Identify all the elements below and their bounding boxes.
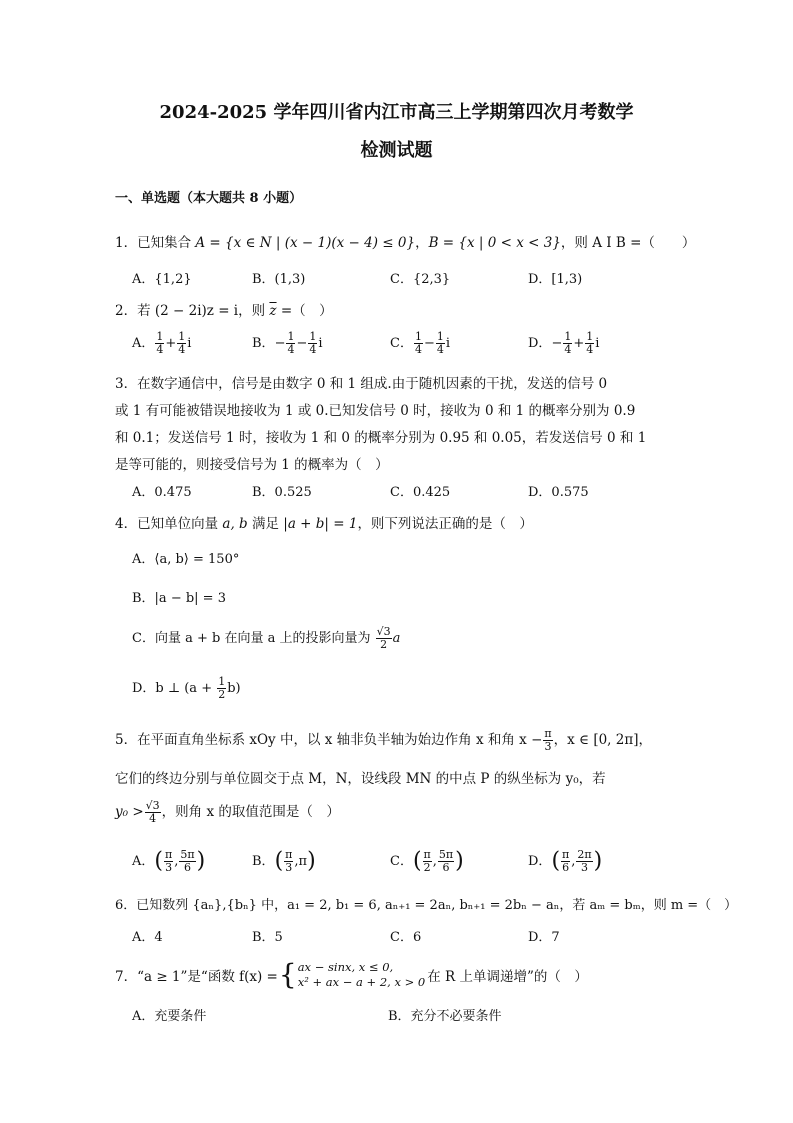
q5-option-a-frac2-den: 6: [183, 861, 191, 874]
q2-option-a-op: +: [165, 336, 177, 351]
question-6: 6．已知数列 {aₙ},{bₙ} 中，a₁ = 2, b₁ = 6, aₙ₊₁ = 2aₙ, bₙ₊₁ = 2bₙ − aₙ，若 aₘ = bₘ，则 m =（ ）: [115, 898, 738, 913]
q4-option-c-frac-den: 2: [380, 638, 388, 651]
q3-option-d: D．0.575: [528, 485, 589, 500]
q5-option-d-lparen: (: [551, 848, 561, 874]
q2-option-c-label: C．: [390, 336, 413, 351]
q3-option-c: C．0.425: [390, 485, 451, 500]
q5-option-a-frac1: [164, 849, 173, 874]
q2-option-d-frac2-den: 4: [586, 343, 594, 356]
q6-option-a: A．4: [132, 930, 163, 945]
q2-option-d-frac2: [585, 331, 594, 356]
q4-option-d-tail: b): [227, 681, 241, 696]
q5-option-b-frac1: [284, 849, 293, 874]
q2-option-c: [390, 331, 450, 356]
q1-option-a: A．{1,2}: [132, 272, 192, 287]
question-2: [115, 299, 333, 319]
q3-line-3: 和 0.1；发送信号 1 时，接收为 1 和 0 的概率分别为 0.95 和 0.05，若发送信号 0 和 1: [115, 430, 647, 446]
q3-line-2: 或 1 有可能被错误地接收为 1 或 0.已知发信号 0 时，接收为 0 和 1 的概率分别为 0.9: [115, 403, 636, 419]
q5-option-b-frac1-den: 3: [285, 861, 293, 874]
q2-option-c-frac1-den: 4: [414, 343, 422, 356]
q6-option-d: D．7: [528, 930, 560, 945]
q5-option-d-frac2-num: 2π: [577, 848, 592, 861]
q2-option-a: [132, 331, 191, 356]
q2-option-d-sign: −: [551, 336, 563, 351]
q5-option-b-rparen: ): [307, 848, 316, 874]
q5-option-a-label: A．: [132, 854, 155, 869]
q5-option-a: A．( $\frac{\pi}{3}$ , $\frac{5\pi}{6}$ ): [132, 848, 206, 874]
q5-option-d-frac1-den: 6: [562, 861, 570, 874]
q4-prefix: 4．已知单位向量: [115, 516, 223, 532]
q5-option-b: B．( $\frac{\pi}{3}$ ,π): [252, 848, 316, 874]
q2-option-b-frac1-den: 4: [287, 343, 295, 356]
q5-option-d: D．( $\frac{\pi}{6}$ , $\frac{2\pi}{3}$ ): [528, 848, 603, 874]
q5-line-3-frac: [145, 800, 161, 825]
q2-option-d: [528, 331, 599, 356]
q2-option-c-frac2-den: 4: [436, 343, 444, 356]
q2-option-b-frac2-num: 1: [309, 330, 317, 343]
q5-option-a-frac1-num: π: [164, 848, 173, 861]
q5-option-d-frac1: [561, 849, 570, 874]
q2-option-b-op: −: [296, 336, 308, 351]
q5-option-c-frac1-den: 2: [423, 861, 431, 874]
q5-line-1: [115, 728, 652, 753]
q2-option-b-tail: i: [318, 336, 323, 351]
question-4: [115, 512, 533, 532]
q2-option-a-frac2-num: 1: [178, 330, 186, 343]
q1-suffix: ，则 A I B =（ ）: [560, 235, 696, 251]
q7-option-a: A．充要条件: [132, 1009, 207, 1024]
q5-option-d-frac1-num: π: [562, 848, 570, 861]
page-title: 2024-2025 学年四川省内江市高三上学期第四次月考数学: [159, 102, 634, 123]
q5-option-c-frac1: [423, 849, 432, 874]
q2-option-a-frac1-den: 4: [156, 343, 164, 356]
q2-option-c-frac1-num: 1: [414, 330, 422, 343]
q2-option-d-frac1-den: 4: [564, 343, 572, 356]
q7-prefix: 7．“a ≥ 1”是“函数 f(x) =: [115, 969, 278, 985]
q2-option-b-frac1-num: 1: [287, 330, 295, 343]
q5-line-3-frac-num: √3: [145, 799, 160, 812]
q5-option-d-rparen: ): [593, 848, 603, 874]
q2-option-a-frac2-den: 4: [178, 343, 186, 356]
section-heading: 一、单选题（本大题共 8 小题）: [115, 191, 303, 206]
q5-option-b-upper: π: [298, 854, 308, 869]
q5-line-1-frac-den: 3: [544, 740, 552, 753]
q5-option-a-frac1-den: 3: [165, 861, 173, 874]
q2-option-d-frac1: [563, 331, 572, 356]
q7-option-b: B．充分不必要条件: [388, 1009, 502, 1024]
q4-option-d: [132, 676, 241, 701]
q2-option-c-tail: i: [445, 336, 451, 351]
q3-line-1: 3．在数字通信中，信号是由数字 0 和 1 组成.由于随机因素的干扰，发送的信号 0: [115, 376, 608, 392]
q5-option-b-frac1-num: π: [285, 848, 293, 861]
q5-option-c-rparen: ): [455, 848, 464, 874]
q5-line-3-suffix: ，则角 x 的取值范围是（ ）: [161, 804, 340, 820]
q2-option-d-op: +: [573, 336, 585, 351]
q5-line-3-frac-den: 4: [149, 812, 157, 825]
q4-option-c: [132, 626, 400, 651]
q4-option-d-frac-num: 1: [218, 675, 226, 688]
q5-option-c-frac1-num: π: [423, 848, 431, 861]
q2-option-b-frac2: [308, 331, 317, 356]
q1-set-b: B = {x | 0 < x < 3}: [428, 235, 561, 251]
q4-option-d-frac-den: 2: [218, 688, 226, 701]
q4-option-c-text: C．向量 a + b 在向量 a 上的投影向量为: [132, 631, 375, 646]
q2-prefix: 2．若 (2 − 2i)z = i，则: [115, 303, 270, 319]
q5-option-a-frac2: [179, 849, 195, 874]
q1-option-d: D．[1,3): [528, 272, 583, 287]
q2-suffix: =（ ）: [276, 303, 333, 319]
q2-option-d-label: D．: [528, 336, 552, 351]
q2-option-d-frac2-num: 1: [586, 330, 594, 343]
q5-line-3: [115, 800, 340, 825]
q4-option-d-frac: [217, 676, 226, 701]
q4-option-b: B．|a − b| = 3: [132, 591, 226, 606]
q5-line-1-frac: [543, 728, 552, 753]
q4-option-c-frac: [376, 626, 392, 651]
q4-condition: |a + b| = 1: [283, 516, 358, 532]
q2-option-a-label: A．: [132, 336, 155, 351]
q5-option-c-frac2: [438, 849, 454, 874]
q2-option-b: [252, 331, 323, 356]
q4-option-c-frac-num: √3: [376, 625, 391, 638]
q1-set-a: A = {x ∈ N | (x − 1)(x − 4) ≤ 0}: [195, 235, 416, 251]
q2-option-d-tail: i: [595, 336, 600, 351]
q2-option-b-sign: −: [274, 336, 286, 351]
q5-option-b-label: B．: [252, 854, 275, 869]
q2-option-c-frac2: [436, 331, 445, 356]
q4-option-d-text: D．b ⊥ (a +: [132, 681, 217, 696]
q5-option-d-frac2: [576, 849, 592, 874]
q5-option-c: C．( $\frac{\pi}{2}$ , $\frac{5\pi}{6}$ ): [390, 848, 464, 874]
q5-option-d-frac2-den: 3: [581, 861, 589, 874]
page-subtitle: 检测试题: [360, 140, 433, 161]
q5-option-a-frac2-num: 5π: [180, 848, 195, 861]
q2-option-b-frac1: [286, 331, 295, 356]
q4-option-c-tail: a: [392, 631, 401, 646]
q1-prefix: 1．已知集合: [115, 235, 196, 251]
q5-option-c-label: C．: [390, 854, 413, 869]
q3-option-b: B．0.525: [252, 485, 312, 500]
q4-option-a: A．⟨a, b⟩ = 150°: [132, 552, 240, 567]
q5-option-c-lparen: (: [412, 848, 422, 874]
q2-option-b-label: B．: [252, 336, 275, 351]
q2-option-c-op: −: [423, 336, 435, 351]
q5-option-d-label: D．: [528, 854, 552, 869]
q2-option-c-frac2-num: 1: [436, 330, 444, 343]
q6-option-c: C．6: [390, 930, 422, 945]
q7-suffix: 在 R 上单调递增”的（ ）: [427, 969, 588, 985]
q4-suffix: ，则下列说法正确的是（ ）: [357, 516, 533, 532]
q2-option-a-tail: i: [187, 336, 192, 351]
q3-option-a: A．0.475: [132, 485, 192, 500]
q4-mid: 满足: [247, 516, 284, 532]
q5-line-1-text: 5．在平面直角坐标系 xOy 中，以 x 轴非负半轴为始边作角 x 和角 x −: [115, 732, 543, 748]
q7-brace: {: [278, 958, 297, 991]
q5-line-2: 它们的终边分别与单位圆交于点 M，N，设线段 MN 的中点 P 的纵坐标为 y₀，若: [115, 771, 606, 787]
q7-cases: [298, 960, 426, 990]
q1-option-b: B．(1,3): [252, 272, 306, 287]
q2-option-a-frac1-num: 1: [156, 330, 164, 343]
q5-option-c-frac2-num: 5π: [438, 848, 454, 861]
q5-line-3-text: y₀ >: [115, 804, 144, 820]
q1-option-c: C．{2,3}: [390, 272, 451, 287]
q1-mid: ，: [415, 235, 429, 251]
q2-option-a-frac1: [155, 331, 164, 356]
question-7: [115, 960, 588, 990]
q3-line-4: 是等可能的，则接受信号为 1 的概率为（ ）: [115, 457, 389, 473]
q2-option-d-frac1-num: 1: [564, 330, 572, 343]
q6-option-b: B．5: [252, 930, 283, 945]
q5-option-a-lparen: (: [154, 848, 163, 874]
q5-line-1-frac-num: π: [544, 727, 552, 740]
q2-option-c-frac1: [414, 331, 423, 356]
q5-line-1-suffix: ，x ∈ [0, 2π]，: [553, 732, 652, 748]
q2-option-a-frac2: [177, 331, 186, 356]
q2-zbar: $\overline{z}$: [269, 303, 277, 319]
q2-option-b-frac2-den: 4: [309, 343, 317, 356]
q4-vectors: a, b: [222, 516, 248, 532]
q5-option-b-lparen: (: [274, 848, 284, 874]
q7-case-1: ax − sinx, x ≤ 0,: [297, 960, 394, 974]
question-1: [115, 231, 695, 251]
q5-option-c-frac2-den: 6: [442, 861, 450, 874]
q5-option-a-rparen: ): [196, 848, 206, 874]
q7-case-2: x² + ax − a + 2, x > 0: [297, 975, 426, 989]
